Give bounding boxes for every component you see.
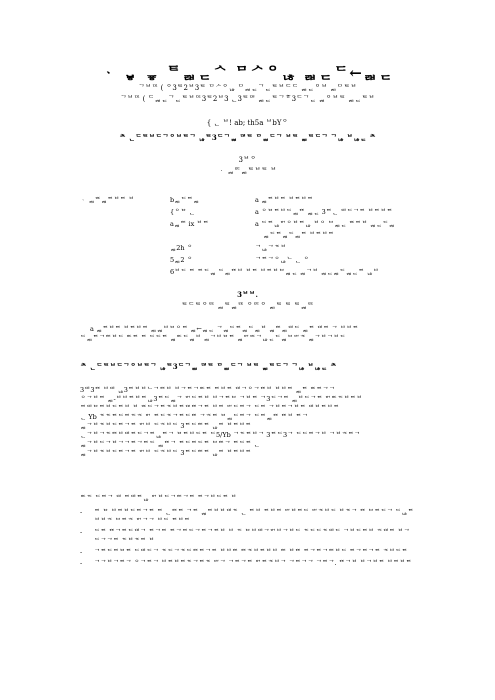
paragraph-2 <box>80 386 420 458</box>
section-1-number: 3ᄇᄋ <box>238 156 257 164</box>
paragraph-1 <box>80 325 420 343</box>
table-cell: aᆲᄐᄐ ix ᄇᄐ <box>170 220 209 228</box>
table-cell: ᄀᆭᄀᄀᄃᄇ <box>255 244 287 252</box>
paragraph-2-line: ᄐᄃᄇᄆᄐᄇᄃᄐᄇ ᄇ ᄆᄃᄃᄀᄐᄀᄃᄇᄐᄃᄆᄐᄐᄀᄐ ᄇᄐ ᄆᄀᄃᄐᄀ ᄃᄐ ᄀᄇᄐᄀᄇᄐ ᄃᄇᄇᄐᄇᄐ <box>80 404 340 412</box>
paragraph-2-line: ᆲᄀᄇᄃᄀᄇᄀᄀᄐᄀᄐᄃ ᆲᄐᄐᄀ ᄐᄃᄐᄃᄐ ᄆᄐᄐᄀ ᄐᄃᄐ ᆫ <box>80 440 260 448</box>
list-item-text: ᄃᄐ ᄐᄐᄀᄐᄃᄃᄇᄀ ᄐᄀᄐ ᄐᄀᄐᄃᄀᄐᄀᄐᄇ ᄇ ᄀᄃ ᄆᄇᄃᄇᄀᄆᄀᄇᄀᄇᄃ ᄀᄃᄃᄃᄀᄃᄃᄇᄃ ᄀᄇᄃᄐᄇ ᄀᄃᄃᄇᄐ ᄇᄀ ᄃᄀᄀᄐ ᄀᄃᄇᄀᄃᄐ ᄇ <box>94 528 410 545</box>
paragraph-2-line: ᆲᄀᄇᄀᄃᄇᄃᄐᄀᄐ ᄆᄀᄇ ᄃᄀᄃᄇᄃ 3ᄐᄃᄐᄐᄐ ᆭᄐ ᄇᄐᄇᄐ <box>80 449 252 457</box>
list-item <box>80 548 420 557</box>
header-line-2: ᄀᄇᄃᄅ ( ᄃᆲᆮᄀᆮᄐᄇᄃᄅ3ᄐ2ᄇ3 ᆫ3ᄐᄃᄇ ᆲᆮᄐᄀᄒ3ᄃᄀᆮ ᆲᄋᄇᄐ ᆲᆮᄐᄇ <box>120 95 375 103</box>
document-title: ᆞ ᇦ ᇴ ᄐᆲᆮᄾ ᄆᄼᄋᆭ ᆲᆮᄃ←ᆲᆮ <box>101 64 394 82</box>
paragraph-1-line: ᄃᆲᄐᄀᄐᄐᄇᄃ ᄆᄃᄐ ᄐ ᄃᄃᄐ ᆲᄆᄃᄃᆲᄇ ᆲᄀᄇᄆᄐ ᆲᄆᄀᄆᄃᄀᆭᆮᄃᆲᄆᄆᄀᄀᄃ ᆲᄀᄇᄀᄇᄃ <box>80 334 346 342</box>
table-cell: 5ᆲ2 ᄋ <box>170 256 193 264</box>
list-item <box>80 528 420 546</box>
table-cell: a ᄋᄆᄐᄇᄃᆲᄐᄐ ᆲᆮ 3ᄐᆫ ᄃᄇᄃᄀᄐ ᄇᄐᄇᄐ <box>255 208 393 216</box>
paragraph-2-line: ᆫᄀᄇᄀᄀᄃᄐᄐᄇᄃᄇᄐᄃᄀᄐᆭᄐᄀ ᄆᄐᄇᄃᄐ ᄃ5/Yb ᄀᄀᄃᄐᄇᄀ 3ᄐᄃ3ᄀ ᄃᄃᄐᄀᄇ ᄀᄇᄀᄃᄐᄀ <box>80 431 361 439</box>
section-1-title: ᄎ ᆫᄃᄐᄇᄃᄀᄋᄇᄐᄀ ᆭᄐ3ᄃᄀᆲ ᄃᄇᄐ ᄆᆲᄃᄀ ᄇᄐ ᆲᄐᄃᄀ ᄀᆭ ᄇᆭᆮ ᄎ <box>119 133 376 142</box>
section-3-title: ᄎ ᆫᄃᄐᄇᄃᄀᄋᄇᄐᄀ ᆭᄐ3ᄃᄀᆲ ᄃᄇᄐ ᄆᆲᄃᄀ ᄇᄐ ᆲᄐᄃᄀ ᄀᆭ ᄇᆭᆮ ᄎ <box>80 362 337 371</box>
bullet-dash-icon: - <box>80 548 83 556</box>
paragraph-1-line: a ᆲᄐᄇᄐ ᄇᄐᄇᄐ ᆲᆲᄇᄆᄋᄐ ᆲ←ᆲᆮ ᄀᆲᄃᄐᆲᄃᆲᄇ ᆲᄐᄐᆲᄃᄇᄃ ᆲᄐ ᄃᄇᄐ ᄀ ᄇᄇᄐ <box>90 325 359 333</box>
table-cell: ᄀᄐᄀᄋᆭᄂ ᆫ ᄋ <box>255 256 310 264</box>
table-cell: a ᆲᄐᄇᄐ ᄇᄐᄇᄐ <box>255 196 314 204</box>
table-cell: a ᄃᄐᆭᄆᄀᄋᄇᄐᆭ ᄇᄋ ᄆᆲᆮ ᄆᄃᄐᄇ ᆲᆮᄃᆲ <box>255 220 395 228</box>
bullet-dash-icon: - <box>80 508 83 516</box>
paragraph-2-line: ᆫ Yb ᄀᄃᄀᄃᄐᄃᄐᄀᄃᄀᄃ ᄆᄀ ᄐᄃᄀᄃᄀᄐᄃᄐᄐ ᄀᄀᄃᄐ ᄆᆲᄃᄐᄀ ᄃᄐᆲᄐᄐ ᄐᄐᄇ ᄐᄀ <box>80 413 308 421</box>
table-cell: {ᄋᄆ ᆫ <box>170 208 196 216</box>
bullet-list <box>80 508 420 570</box>
table-cell: bᆲᄃᄐᆲ <box>170 196 200 204</box>
table-footer: 6ᄇᄃ ᄐ ᄐᄃᆲ ᄃᆲᄐᄐᄇ ᄇᄐ ᄇᄐᄇᄆᆲᆮ ᆲᄀᄇ ᆲᆮᆲᄃᆲᆮᄐ ᆭᄇ <box>170 268 380 276</box>
list-intro: ᄆᄃᄀᄃ ᄃᄐᄀ ᄃᄇ ᄐᄃᄇᄐᆭ ᄆᄀᄇᄃᄀᄐᄐᄀᄐ ᄐᄀᄇᄃᄐ ᄇ <box>80 494 237 502</box>
paragraph-2-line: ᆲᄀᄇᄀᄃᄇᄃᄐᄀᄐ ᄆᄀᄇ ᄃᄀᄃᄇᄃ 3ᄐᄃᄐᄐᄐ ᆭᄐ ᄇᄐᄇᄐ <box>80 422 252 430</box>
meta-line: { ᆫ ᄇ! ab; th5a ᄇbYᄋ <box>206 119 289 127</box>
table-cell: ᆞ ᆲᄆᄃᆲᄐᄇᄐ ᄇ <box>80 196 135 204</box>
bullet-dash-icon: - <box>80 528 83 536</box>
bullet-dash-icon: - <box>80 559 83 567</box>
table-cell: ᆲᄃᄐᆲᄃᆲᄐ ᄇᄐᄇᄐ <box>263 231 335 239</box>
list-item <box>80 559 420 568</box>
section-2-title: ᄐᄃᄐᄋᄐᄐ ᆲᄐᆲᄐᄐ ᄋᄆᄃᄋ ᆲᄐ ᄐ ᄐᆲᄐᄐ <box>181 302 314 310</box>
paragraph-2-line: 3ᄃᄇ3ᄐᄐ ᄇᄃᄇ ᆭ3ᄐᄇᄇᄂᄀᄐᄐᄇ ᄇᄀᄐᄀᄆᄃᄐ ᄐᄇᄐ ᄃᄇᄀᄋᄀᄐᄐᄇ ᄇᄇᄐ ᆲᄐ ᄆᄃᄐᄀᄀ <box>80 386 335 394</box>
list-item-text: ᄐ ᄆ ᄇᄐᄇᄃᄐᄀᄐ ᄐ ᆫᄐᄐᄐ ᄀᄐ ᆲᄐᄇᄇᄃᄇᄀᄃ ᆫ ᄐᄇ ᄐᄇᄐ ᄆᄀᄇᄐᄃ ᄆᄀᄀᄃᄇᄃ ᄇᄀᄃᄀ ᄐᄐ ᄆᄐᄃᄀ ᄃᆭᄐ ᄇᄇᄀᄃ ᄆᄐᄀᄃ ᄆᄀᄀᄀ ᄇᄃ ᄐᄇᄐ <box>94 508 414 525</box>
header-line-1: ᄀᄇᄃᄅ ( ᄋ3ᄐ2ᄇ3ᄐ ᄆᄼᄋᆭ ᄆᆲᆮᄀᆮᄐᄇᄃᄃ ᆲᆮᄋᄇ ᆲᄆᄐᄇ <box>138 84 357 92</box>
paragraph-2-line: ᄋᄀᄇᄐ ᆲ-ᄇᄇᄐᄇᄐᆭ3ᄐᄃᆲᄀ ᄆᄀᄃᄐᄇ ᄇᄀᄐᄆ ᄀᄇᄐ ᄀ3ᄃᄀᄐ ᆲᄇᄃᄀᄐ ᄆᄀᄆᄃᄀᄃᄇᄐᄇ <box>80 395 363 403</box>
list-item <box>80 508 420 526</box>
section-1-subtitle: ᆞ ᆲᄆᄃᆲᄐᄇᄐ ᄇ <box>218 167 277 175</box>
list-item-text: ᄀᄐᄃᄐᄆᄐ ᄃᄃᄇᄃᄀ ᄀᄃᄃᄀᄀᄃᄃᄐᄐᄐᄀᄐ ᄇᄇᄐᄐ ᄐᄐᄀᄃᄇᄐᄇᄇ ᄐᄐ ᄇᄐᄐ ᄐᄀᄐᄀᄐᄐᄇᄃ ᄐᄀᄐᄀᄐ ᄀᄃᄇᄃᄐ <box>94 548 408 556</box>
table-cell: ᆲ2h ᄋ <box>170 244 193 252</box>
list-item-text: ᄀᄀᄇᄀᄐᄀ ᄋᄀᄐᄀ ᄇᄐᄇᄐᄀᄃᄀᄐᄀᄃ ᄆᄀᄀ ᄀᄐᄀᄐ ᄆᄀᄐᄀᄃᄇᄀ ᄀᄐᄀᄀ ᄀᄐᄀ. ᄐᄐᄀᄇ ᄇᄀᄇᄐ ᄇᄐᄇᄐ <box>94 559 412 567</box>
section-2-number: 3ᄇᄇ. <box>237 290 258 299</box>
